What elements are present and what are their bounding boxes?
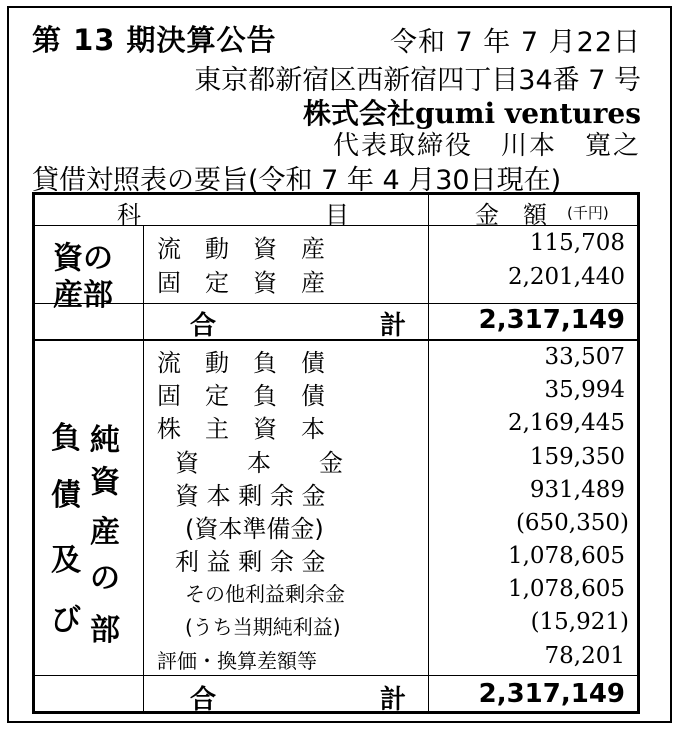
- liab-total-label-2: 計: [380, 685, 407, 715]
- row-value: 159,350: [529, 444, 625, 470]
- row-label: 利 益 剰 余 金: [175, 548, 326, 576]
- row-value: 78,201: [544, 643, 625, 669]
- row-label: 流 動 負 債: [157, 349, 325, 377]
- liab-label-col2: 部: [90, 613, 120, 648]
- row-label: 固 定 資 産: [157, 269, 325, 297]
- header-unit: (千円): [567, 204, 609, 222]
- liab-total-value: 2,317,149: [478, 679, 625, 709]
- row-label: (資本準備金): [185, 515, 324, 543]
- row-label: 株 主 資 本: [157, 415, 325, 443]
- row-value: 1,078,605: [507, 543, 625, 569]
- assets-section-label-1: 資の: [53, 241, 113, 276]
- liab-label-col2: の: [90, 561, 120, 596]
- liabilities-total-divider: [35, 675, 637, 676]
- notice-date: 令和 7 年 7 月22日: [389, 27, 641, 58]
- row-value: 35,994: [544, 377, 625, 403]
- row-value: 1,078,605: [507, 576, 625, 602]
- notice-title: 第 13 期決算公告: [32, 23, 277, 57]
- liab-label-col1: び: [51, 603, 81, 638]
- liab-label-col1: 債: [51, 478, 81, 513]
- row-label: 固 定 負 債: [157, 382, 325, 410]
- amount-column-divider: [428, 195, 429, 711]
- assets-total-divider: [35, 303, 637, 304]
- row-value: (650,350): [515, 510, 629, 536]
- company-address: 東京都新宿区西新宿四丁目34番 7 号: [194, 65, 641, 96]
- assets-total-label-2: 計: [380, 311, 407, 341]
- liab-label-col2: 産: [90, 515, 120, 550]
- liab-total-label-1: 合: [190, 685, 217, 715]
- company-name: 株式会社gumi ventures: [302, 97, 641, 130]
- header-item-1: 科: [117, 201, 141, 229]
- row-value: 115,708: [529, 230, 625, 256]
- row-value: (15,921): [530, 609, 629, 635]
- liab-label-col2: 純: [90, 423, 120, 458]
- row-label: 評価・換算差額等: [157, 649, 317, 673]
- row-label: その他利益剰余金: [185, 582, 345, 606]
- row-value: 931,489: [529, 477, 625, 503]
- label-column-divider: [143, 225, 144, 711]
- row-value: 2,169,445: [507, 410, 625, 436]
- row-label: 資 本 剰 余 金: [175, 482, 326, 510]
- liab-label-col1: 及: [51, 543, 81, 578]
- balance-sheet-table: [32, 192, 640, 714]
- row-label: 流 動 資 産: [157, 235, 325, 263]
- row-label: 資 本 金: [175, 449, 343, 477]
- liab-label-col1: 負: [51, 421, 81, 456]
- row-value: 2,201,440: [507, 264, 625, 290]
- assets-total-label-1: 合: [190, 311, 217, 341]
- liab-label-col2: 資: [90, 465, 120, 500]
- header-item-2: 目: [325, 201, 349, 229]
- representative: 代表取締役 川本 寛之: [332, 131, 641, 161]
- section-divider: [35, 339, 637, 341]
- assets-section-label-2: 産部: [53, 278, 113, 313]
- row-label: (うち当期純利益): [185, 615, 341, 639]
- balance-sheet-subtitle: 貸借対照表の要旨(令和 7 年 4 月30日現在): [32, 165, 562, 196]
- assets-total-value: 2,317,149: [478, 305, 625, 335]
- row-value: 33,507: [544, 344, 625, 370]
- header-amount: 金 額: [475, 201, 547, 229]
